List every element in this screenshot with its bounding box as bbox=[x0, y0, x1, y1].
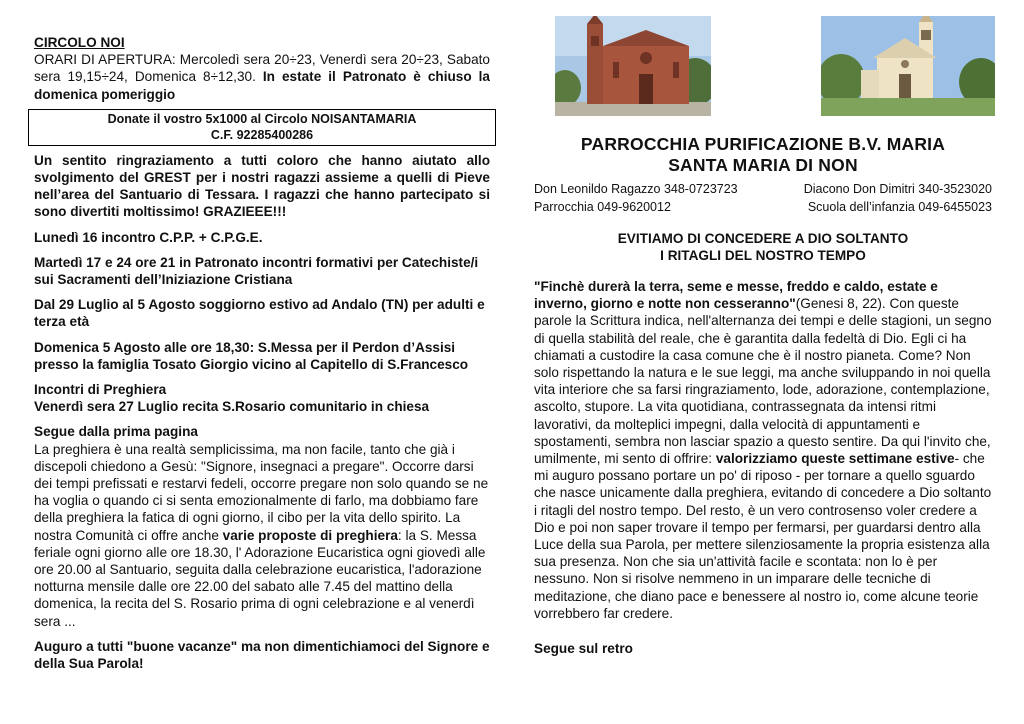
contact-parrocchia: Parrocchia 049-9620012 bbox=[534, 200, 671, 214]
auguro-vacanze: Auguro a tutti "buone vacanze" ma non dimentichiamoci del Signore e della Sua Parola! bbox=[34, 638, 490, 672]
segue-title: Segue dalla prima pagina bbox=[34, 424, 198, 440]
parish-title bbox=[534, 134, 992, 176]
grest-thanks: Un sentito ringraziamento a tutti coloro che hanno aiutato allo svolgimento del GREST per i nostri ragazzi assieme a quelli di Pieve nell’area del Santuario di Tessara. I ragazzi che hanno partecipato si sono divertiti moltissimo! GRAZIEEE!!! bbox=[34, 152, 490, 220]
donate-line-1: Donate il vostro 5x1000 al Circolo NOISANTAMARIA bbox=[107, 111, 417, 126]
parish-title-line-1: PARROCCHIA PURIFICAZIONE B.V. MARIA bbox=[580, 134, 946, 154]
sanctuary-church-image bbox=[821, 16, 995, 116]
segue-text-part-2: : la S. Messa feriale ogni giorno alle ore 18.30, l' Adorazione Eucaristica ogni giovedì alle ore 20.00 al Santuario, seguita dalla celebrazione eucaristica, l'adorazione notturna mensile dalle ore 22.00 del sabato alle 7.45 del mattino della domenica, la recita del S. Rosario prima di ogni celebrazione e al venerdì sera ... bbox=[34, 527, 486, 629]
church-photos bbox=[534, 16, 992, 120]
article-text-part-1: (Genesi 8, 22). Con queste parole la Scrittura indica, nell'alternanza dei tempi e delle stagioni, un segno di quella stabilità del reale, che è garantita dalla fedeltà di Dio. Egli ci ha chiamati a custodire la casa comune che è il nostro pianeta. Come? Non solo rispettando la natura e le sue leggi, ma anche sviluppando in noi quella vita interiore che sa farsi ringraziamento, lode, adorazione, contemplazione, ascolto, stupore. La vita quotidiana, contrassegnata da intensi ritmi lavorativi, da molteplici impegni, dalla velocità di appuntamenti e spostamenti, sembra non lasciar spazio a questo sentire. Da qui l'invito che, umilmente, mi sento di offrire: bbox=[534, 296, 992, 467]
contacts bbox=[534, 180, 992, 216]
segue-retro: Segue sul retro bbox=[534, 641, 633, 657]
segue-text-bold: varie proposte di preghiera bbox=[222, 527, 398, 543]
brick-church-image bbox=[555, 16, 711, 116]
preghiera-title: Incontri di Preghiera bbox=[34, 382, 167, 398]
church-photo-sanctuary bbox=[821, 16, 995, 116]
rosario-line: Venerdì sera 27 Luglio recita S.Rosario comunitario in chiesa bbox=[34, 399, 430, 415]
left-column bbox=[34, 34, 490, 672]
contact-scuola: Scuola dell’infanzia 049-6455023 bbox=[807, 200, 992, 214]
article-heading bbox=[534, 230, 992, 264]
article-heading-line-1: EVITIAMO DI CONCEDERE A DIO SOLTANTO bbox=[617, 231, 909, 246]
church-photo-brick bbox=[555, 16, 711, 116]
article-text-part-2: - che mi auguro possano portare un po' di riposo - per tornare a quello sguardo che nasce unicamente dalla preghiera, evitando di concedere a Dio soltanto i ritagli del nostro tempo. Del resto, è un vero controsenso voler credere a Dio e poi non saper trovare il tempo per fermarsi, per guardarsi dentro alla Luce della sua Parola, per mettere silenziosamente la propria esistenza alla sua presenza. Non che sia un'attività facile e scontata: non lo è per nessuno. Non si risolve nemmeno in un imparare delle tecniche di meditazione, che diano pace e benessere al nostro io, come alcune teorie vorrebbero far credere. bbox=[534, 451, 992, 621]
perdon-assisi-mass: Domenica 5 Agosto alle ore 18,30: S.Messa per il Perdon d’Assisi presso la famiglia Tosato Giorgio vicino al Capitello di S.Francesco bbox=[34, 339, 469, 372]
circolo-hours bbox=[34, 51, 490, 103]
right-column bbox=[534, 16, 992, 657]
contact-diacono: Diacono Don Dimitri 340-3523020 bbox=[803, 182, 992, 196]
article-quote: "Finchè durerà la terra, seme e messe, freddo e caldo, estate e inverno, giorno e notte non cesseranno" bbox=[534, 279, 938, 312]
donate-line-2: C.F. 92285400286 bbox=[210, 127, 314, 142]
article-body bbox=[534, 278, 992, 622]
article-bold: valorizziamo queste settimane estive bbox=[715, 451, 955, 467]
lunedi-meeting: Lunedì 16 incontro C.P.P. + C.P.G.E. bbox=[34, 229, 263, 245]
article-heading-line-2: I RITAGLI DEL NOSTRO TEMPO bbox=[660, 248, 866, 263]
parish-title-line-2: SANTA MARIA DI NON bbox=[668, 155, 858, 175]
contact-don: Don Leonildo Ragazzo 348-0723723 bbox=[534, 182, 738, 196]
donate-box bbox=[28, 109, 496, 146]
segue-text bbox=[34, 441, 490, 630]
circolo-title: CIRCOLO NOI bbox=[34, 35, 125, 50]
andalo-stay: Dal 29 Luglio al 5 Agosto soggiorno estivo ad Andalo (TN) per adulti e terza età bbox=[34, 297, 485, 330]
martedi-meetings: Martedì 17 e 24 ore 21 in Patronato incontri formativi per Catechiste/i sui Sacramenti dell’Iniziazione Cristiana bbox=[34, 254, 479, 288]
orari-text: ORARI DI APERTURA: Mercoledì sera 20÷23, Venerdì sera 20÷23, Sabato sera 19,15÷24, Domenica 8÷12,30. bbox=[34, 52, 490, 85]
segue-text-part-1: La preghiera è una realtà semplicissima, ma non facile, tanto che già i discepoli chiedono a Gesù: "Signore, insegnaci a pregare". Occorre darsi dei tempi prefissati e restarvi fedeli, occorre pregare non solo quando se ne ha voglia o quando ci si senta emozionalmente di farlo, ma dobbiamo fare della preghiera la fatica di ogni giorno, il cibo per la vita dello spirito. La nostra Comunità ci offre anche bbox=[34, 441, 489, 543]
orari-bold: In estate il Patronato è chiuso la domenica pomeriggio bbox=[34, 69, 490, 102]
